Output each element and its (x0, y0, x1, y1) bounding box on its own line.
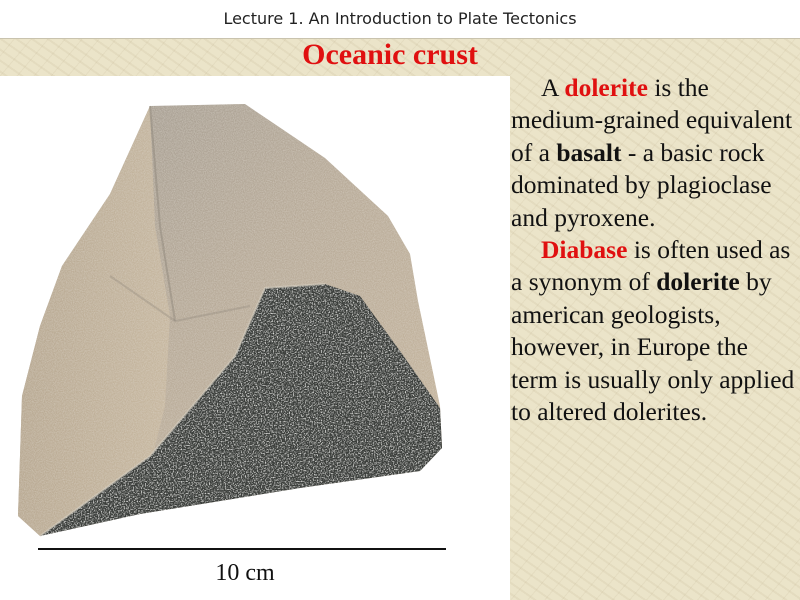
text-run: by american geologists, however, in Europe the term is usually only applied to altered dolerites. (511, 267, 795, 427)
scale-bar (38, 548, 446, 550)
text-run: A (541, 73, 565, 102)
header-bar (0, 0, 800, 39)
paragraph-dolerite-definition (511, 72, 799, 234)
paragraph-diabase-synonym (511, 234, 799, 428)
term-basalt: basalt (556, 137, 622, 167)
rock-photo-panel (0, 76, 510, 600)
text-run: is the medium-grained equivalent of a (511, 73, 793, 167)
scale-bar-label: 10 cm (215, 560, 275, 586)
lecture-title: Lecture 1. An Introduction to Plate Tectonics (223, 9, 577, 28)
slide-title: Oceanic crust (302, 38, 478, 71)
text-run: - a basic rock dominated by plagioclase and pyroxene. (511, 137, 772, 232)
dolerite-rock-image (0, 76, 510, 600)
term-dolerite: dolerite (564, 73, 648, 102)
description-text (511, 72, 799, 428)
text-run: is often used as a synonym of (511, 235, 791, 297)
term-dolerite-bold: dolerite (656, 267, 740, 297)
term-diabase: Diabase (541, 235, 628, 265)
